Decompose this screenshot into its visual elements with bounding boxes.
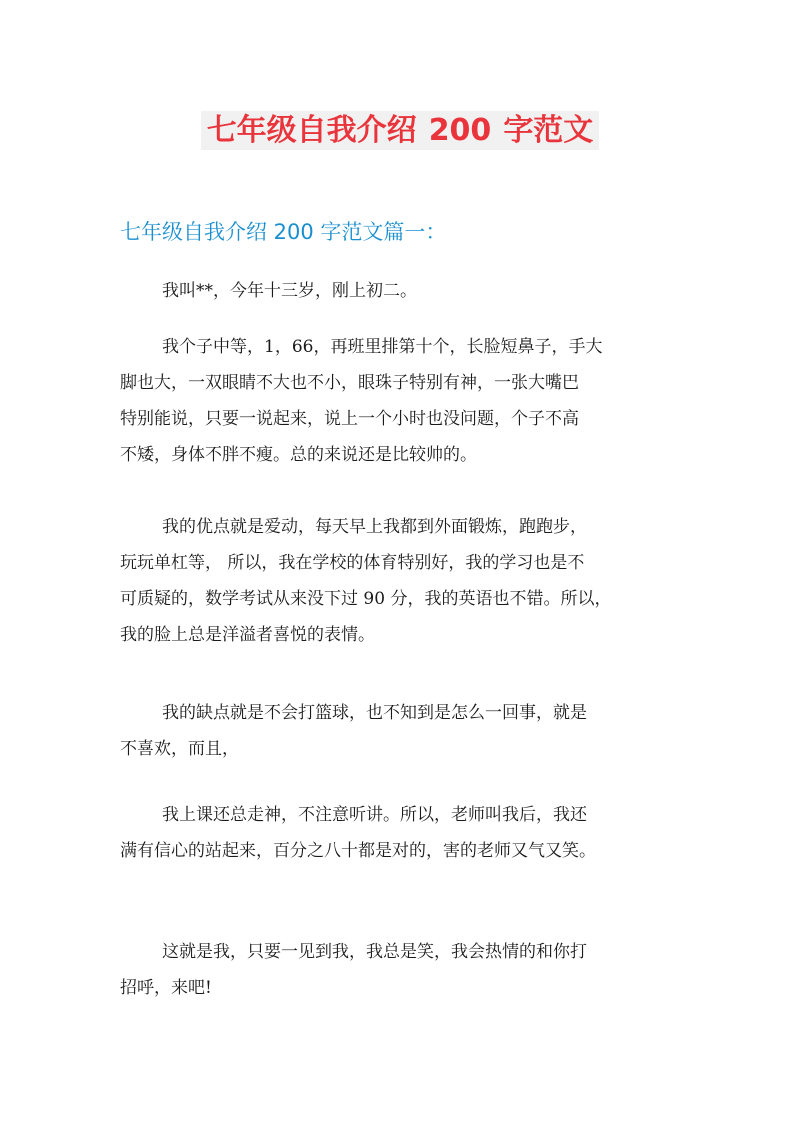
paragraph-line: 我叫**，今年十三岁，刚上初二。 [162,281,417,301]
paragraph-line: 可质疑的，数学考试从来没下过 90 分，我的英语也不错。所以， [120,589,612,609]
document-title [0,108,800,154]
paragraph-line: 我的优点就是爱动，每天早上我都到外面锻炼，跑跑步， [162,517,587,537]
paragraph-line: 脚也大，一双眼睛不大也不小，眼珠子特别有神，一张大嘴巴 [120,373,579,393]
paragraph-1 [120,273,690,309]
paragraph-line: 我的缺点就是不会打篮球，也不知到是怎么一回事，就是 [162,703,587,723]
paragraph-line: 不矮，身体不胖不瘦。总的来说还是比较帅的。 [120,445,477,465]
paragraph-line: 特别能说，只要一说起来，说上一个小时也没问题，个子不高 [120,409,579,429]
paragraph-line: 这就是我，只要一见到我，我总是笑，我会热情的和你打 [162,942,587,962]
paragraph-line: 我上课还总走神，不注意听讲。所以，老师叫我后，我还 [162,805,587,825]
paragraph-line: 不喜欢，而且， [120,739,239,759]
paragraph-2 [120,329,690,473]
paragraph-5 [120,797,690,869]
paragraph-4 [120,695,690,767]
title-segment-3: 字范文 [497,111,599,150]
paragraph-line: 我的脸上总是洋溢者喜悦的表情。 [120,625,375,645]
paragraph-3 [120,509,690,653]
paragraph-line: 我个子中等，1，66，再班里排第十个，长脸短鼻子，手大 [162,337,603,357]
title-segment-1: 七年级自我介绍 [201,111,423,150]
paragraph-line: 招呼，来吧! [120,978,212,998]
paragraph-line: 满有信心的站起来，百分之八十都是对的，害的老师又气又笑。 [120,841,596,861]
section-heading: 七年级自我介绍 200 字范文篇一： [120,220,447,244]
paragraph-line: 玩玩单杠等， 所以，我在学校的体育特别好，我的学习也是不 [120,553,585,573]
title-segment-2: 200 [423,111,498,150]
paragraph-6 [120,934,690,1006]
